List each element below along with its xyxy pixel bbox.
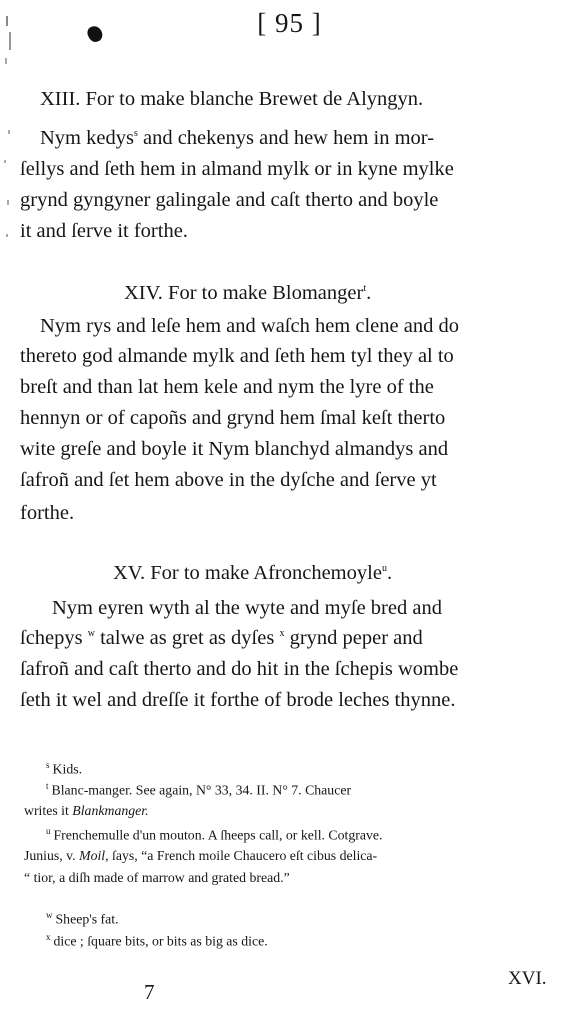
recipe-xiii-line-2: ſellys and ſeth hem in almand mylk or in kyne mylke: [20, 158, 454, 180]
footnote-t-line-1: $^t$ Blanc-manger. See again, N° 33, 34. II. N° 7. Chaucer: [46, 781, 352, 798]
signature-mark: 7: [144, 980, 155, 1004]
recipe-xiii-line-4: it and ſerve it forthe.: [20, 220, 188, 242]
page-number: [ 95 ]: [257, 8, 322, 38]
recipe-xiii-line-1: Nym kedys$^s$ and chekenys and hew hem in mor-: [40, 127, 435, 149]
recipe-xv-line-1: Nym eyren wyth al the wyte and myſe bred and: [52, 597, 442, 619]
footnote-ref-w[interactable]: w: [87, 628, 95, 640]
margin-specks: [2, 10, 16, 250]
footnote-u-line-3: “ tior, a diſh made of marrow and grated bread.”: [24, 870, 290, 885]
recipe-title-xv: XV. For to make Afronchemoyle$^u$.: [113, 562, 393, 584]
footnote-ref-t[interactable]: t: [363, 283, 367, 295]
footnote-t-line-2: writes it Blankmanger.: [24, 803, 149, 818]
footnote-u-line-2: Junius, v. Moil, ſays, “a French moile Chaucero eſt cibus delica-: [24, 848, 378, 863]
recipe-xiv-line-6: ſafroñ and ſet hem above in the dyſche and ſerve yt: [20, 469, 437, 491]
catchword: XVI.: [508, 968, 547, 989]
footnote-w: $^w$ Sheep's fat.: [46, 910, 119, 927]
recipe-xiv-line-4: hennyn or of capoñs and grynd hem ſmal keſt therto: [20, 407, 446, 429]
recipe-xv-line-4: ſeth it wel and dreſſe it forthe of brode leches thynne.: [20, 689, 456, 711]
footnote-ref-u[interactable]: u: [381, 563, 387, 575]
footnote-x: $^x$ dice ; ſquare bits, or bits as big as dice.: [46, 932, 268, 949]
recipe-xv-line-3: ſafroñ and caſt therto and do hit in the ſchepis wombe: [20, 658, 459, 680]
recipe-xv-line-2: ſchepys $^w$ talwe as gret as dyſes $^x$ grynd peper and: [20, 627, 423, 649]
recipe-xiv-line-3: breſt and than lat hem kele and nym the lyre of the: [20, 376, 434, 398]
recipe-xiv-line-5: wite greſe and boyle it Nym blanchyd almandys and: [20, 438, 449, 460]
footnote-s: $^s$ Kids.: [46, 760, 83, 777]
recipe-xiii-line-3: grynd gyngyner galingale and caſt therto and boyle: [20, 189, 439, 211]
recipe-xiv-line-7: forthe.: [20, 502, 75, 524]
recipe-title-xiv: XIV. For to make Blomanger$^t$.: [124, 282, 372, 304]
recipe-xiv-line-2: thereto god almande mylk and ſeth hem tyl they al to: [20, 345, 454, 367]
recipe-xiv-line-1: Nym rys and leſe hem and waſch hem clene and do: [40, 315, 459, 337]
recipe-title-xiii: XIII. For to make blanche Brewet de Alyngyn.: [40, 88, 424, 110]
footnote-ref-x[interactable]: x: [279, 628, 285, 640]
footnote-u-line-1: $^u$ Frenchemulle d'un mouton. A ſheeps call, or kell. Cotgrave.: [46, 826, 383, 843]
footnote-ref-s[interactable]: s: [133, 128, 138, 140]
